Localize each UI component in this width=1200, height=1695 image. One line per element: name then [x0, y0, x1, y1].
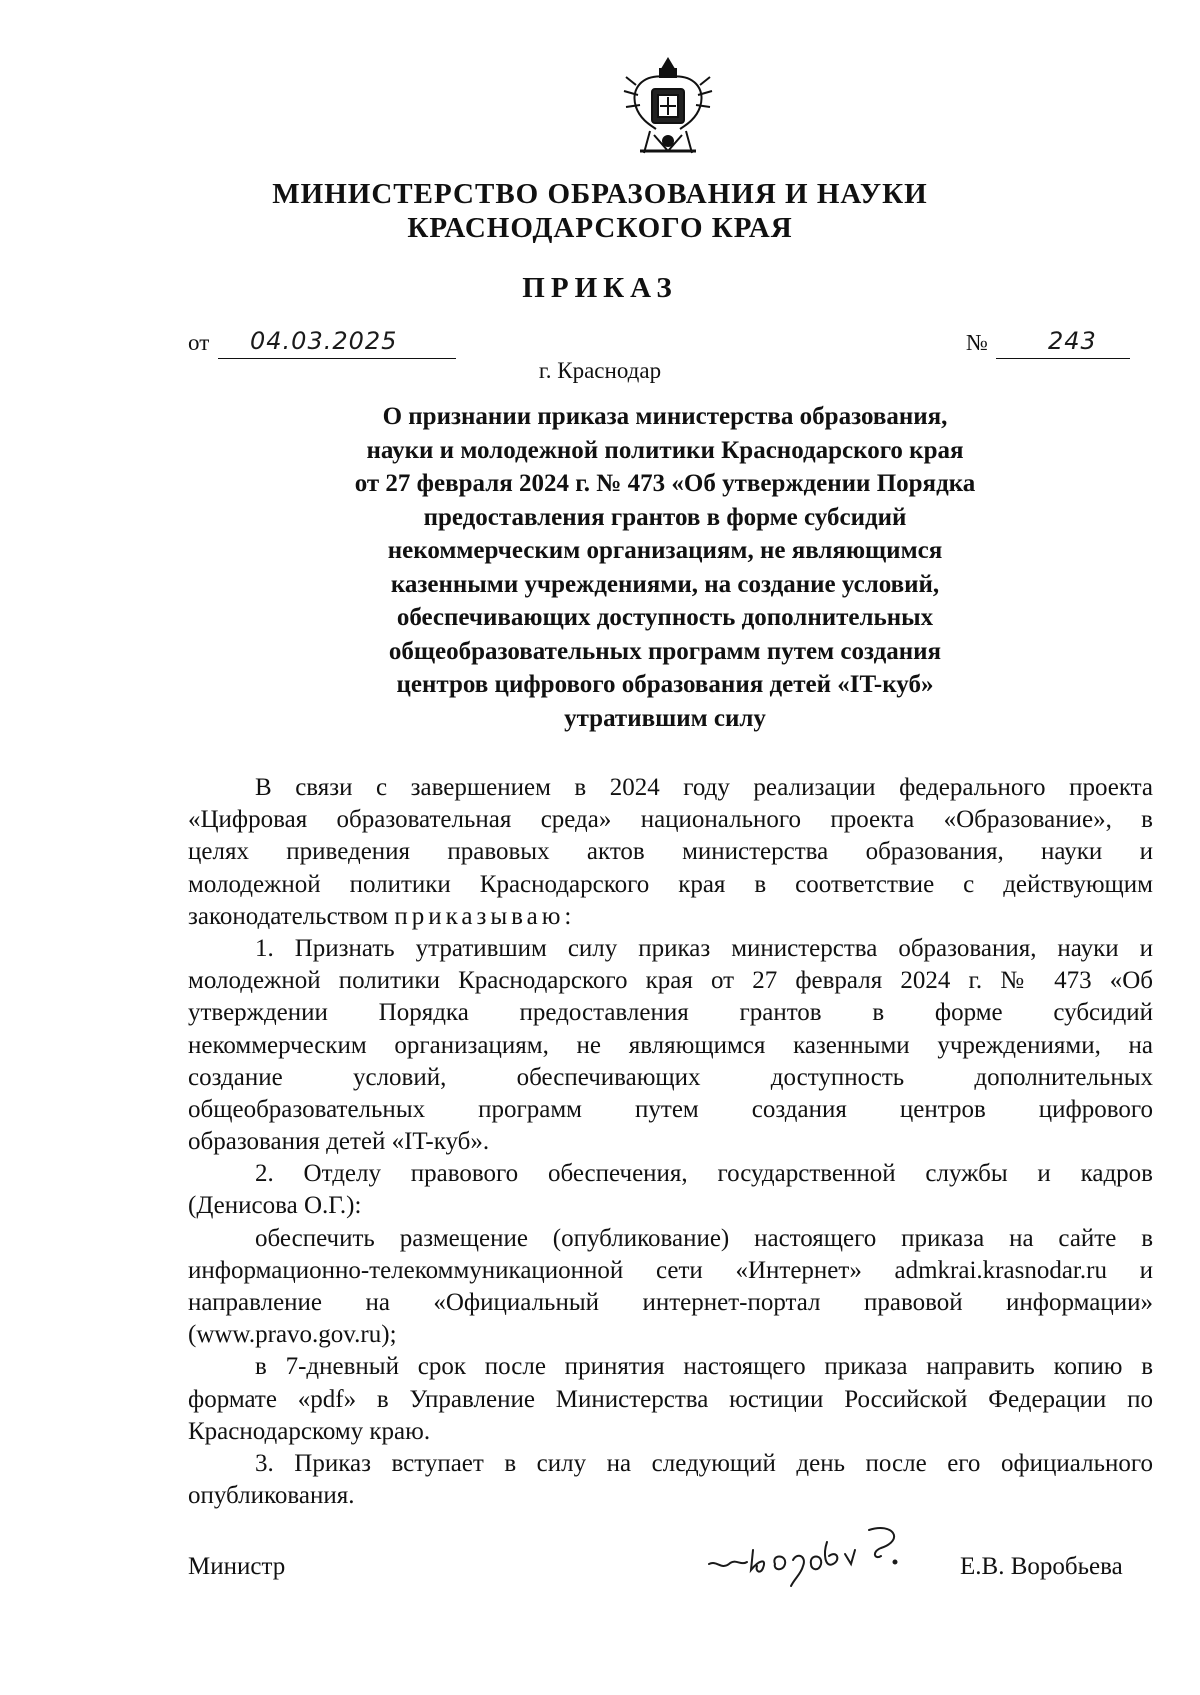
krasnodar-coat-of-arms-icon: [622, 55, 714, 159]
item2a-line: информационно-телекоммуникационной сети «Интернет» admkrai.krasnodar.ru и: [188, 1256, 1153, 1284]
title-line: центров цифрового образования детей «IT-куб»: [396, 671, 934, 698]
title-line: общеобразовательных программ путем создания: [388, 637, 942, 665]
city: г. Краснодар: [538, 358, 662, 383]
item1-line: образования детей «IT-куб».: [188, 1128, 490, 1156]
title-line: утратившим силу: [564, 704, 766, 732]
signer-name: Е.В. Воробьева: [960, 1553, 1123, 1580]
intro-line: В связи с завершением в 2024 году реализации федерального проекта: [255, 774, 1153, 801]
ministry-name-line2: КРАСНОДАРСКОГО КРАЯ: [407, 212, 793, 244]
title-line: обеспечивающих доступность дополнительных: [396, 604, 934, 631]
title-line: от 27 февраля 2024 г. № 473 «Об утверждении Порядка: [354, 470, 976, 497]
date-label: от: [188, 330, 210, 355]
intro-line: молодежной политики Краснодарского края в соответствие с действующим: [188, 870, 1153, 898]
item2a-line: направление на «Официальный интернет-портал правовой информации»: [188, 1289, 1153, 1316]
item2b-line: в 7-дневный срок после принятия настоящего приказа направить копию в: [255, 1353, 1153, 1381]
ministry-name-line1: МИНИСТЕРСТВО ОБРАЗОВАНИЯ И НАУКИ: [272, 178, 928, 210]
document-type: ПРИКАЗ: [522, 272, 678, 304]
item1-line: создание условий, обеспечивающих доступность дополнительных: [188, 1063, 1153, 1091]
order-word: приказываю:: [394, 902, 576, 930]
item2-line: 2. Отделу правового обеспечения, государственной службы и кадров: [255, 1160, 1153, 1188]
document-body: [188, 772, 1153, 1512]
title-line: казенными учреждениями, на создание условий,: [390, 570, 940, 598]
item2a-line: обеспечить размещение (опубликование) настоящего приказа на сайте в: [255, 1224, 1153, 1252]
intro-line: [188, 901, 1153, 933]
title-line: О признании приказа министерства образования,: [382, 403, 948, 430]
intro-line: «Цифровая образовательная среда» национального проекта «Образование», в: [188, 806, 1153, 834]
number-label: №: [966, 330, 988, 355]
item3-line: 3. Приказ вступает в силу на следующий день после его официального: [255, 1449, 1153, 1477]
date-value: 04.03.2025: [250, 327, 398, 355]
intro-line: целях приведения правовых актов министерства образования, науки и: [188, 838, 1153, 866]
item1-line: утверждении Порядка предоставления грантов в форме субсидий: [188, 999, 1153, 1027]
item2b-line: Краснодарскому краю.: [188, 1417, 431, 1445]
intro-last-prefix: законодательством: [188, 902, 389, 930]
title-line: предоставления грантов в форме субсидий: [423, 503, 907, 531]
item2-line: (Денисова О.Г.):: [188, 1192, 362, 1220]
number-value: 243: [1048, 327, 1097, 355]
item1-line: 1. Признать утратившим силу приказ министерства образования, науки и: [255, 934, 1153, 962]
item3-line: опубликования.: [188, 1482, 355, 1510]
item2a-line: (www.pravo.gov.ru);: [188, 1321, 397, 1349]
item2b-line: формате «pdf» в Управление Министерства юстиции Российской Федерации по: [188, 1385, 1153, 1413]
item1-line: некоммерческим организациям, не являющимся казенными учреждениями, на: [188, 1031, 1153, 1059]
item1-line: молодежной политики Краснодарского края от 27 февраля 2024 г. № 473 «Об: [188, 967, 1153, 995]
title-line: некоммерческим организациям, не являющимся: [387, 537, 943, 564]
item1-line: общеобразовательных программ путем создания центров цифрового: [188, 1095, 1153, 1123]
handwritten-signature-icon: [705, 1520, 955, 1590]
title-line: науки и молодежной политики Краснодарского края: [366, 436, 964, 464]
signer-position: Министр: [188, 1553, 286, 1580]
document-title: [280, 400, 1050, 735]
